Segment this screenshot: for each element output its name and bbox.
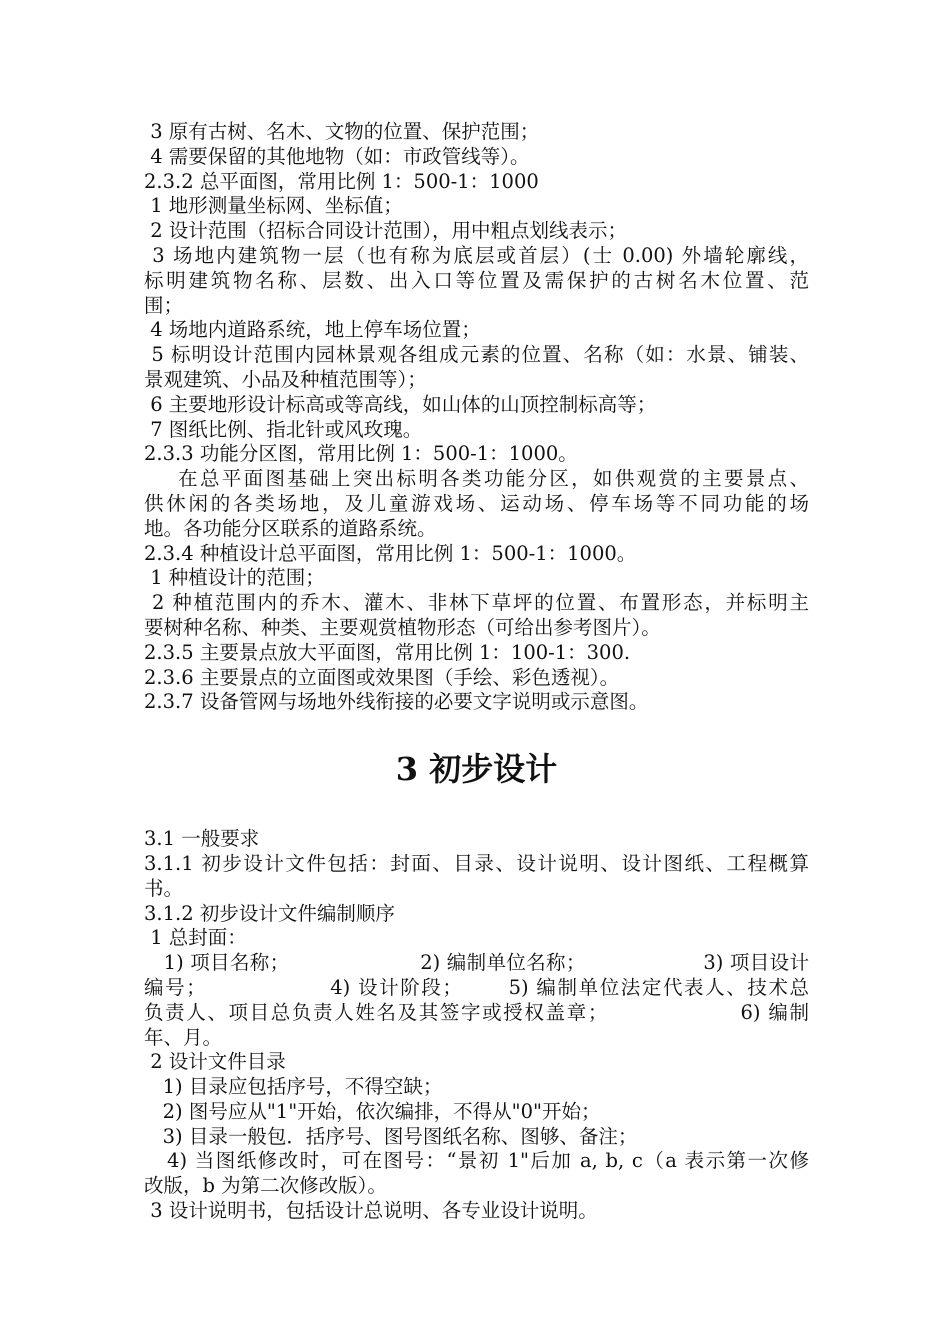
text-line: 景观建筑、小品及种植范围等）； bbox=[144, 367, 427, 391]
text-line: 7 图纸比例、指北针或风玫瑰。 bbox=[144, 417, 423, 441]
text-line: 4 场地内道路系统，地上停车场位置； bbox=[144, 318, 481, 342]
text-line: 1) 项目名称； 2) 编制单位名称； 3) 项目设计 bbox=[144, 951, 809, 975]
text-line: 2) 图号应从"1"开始，依次编排，不得从"0"开始； bbox=[144, 1099, 601, 1123]
text-line: 1 种植设计的范围； bbox=[144, 566, 325, 590]
text-line: 3 原有古树、名木、文物的位置、保护范围； bbox=[144, 120, 540, 143]
text-line: 1) 目录应包括序号，不得空缺； bbox=[144, 1075, 443, 1099]
text-line: 2 设计范围（招标合同设计范围），用中粗点划线表示； bbox=[144, 219, 628, 243]
text-line: 4 需要保留的其他地物（如：市政管线等）。 bbox=[144, 144, 530, 168]
text-line: 6 主要地形设计标高或等高线，如山体的山顶控制标高等； bbox=[144, 392, 657, 416]
text-line: 2.3.6 主要景点的立面图或效果图（手绘、彩色透视）。 bbox=[144, 665, 620, 689]
text-line: 2 种植范围内的乔木、灌木、非林下草坪的位置、布置形态，并标明主 bbox=[144, 591, 809, 615]
text-line: 3.1.1 初步设计文件包括：封面、目录、设计说明、设计图纸、工程概算 bbox=[144, 851, 809, 875]
document-page bbox=[144, 120, 809, 1224]
text-line: 3 场地内建筑物一层（也有称为底层或首层）(士 0.00) 外墙轮廓线， bbox=[144, 243, 810, 267]
text-line: 3) 目录一般包．括序号、图号图纸名称、图够、备注； bbox=[144, 1124, 638, 1148]
text-line: 围； bbox=[144, 293, 184, 317]
text-line: 改版，b 为第二次修改版）。 bbox=[144, 1174, 387, 1198]
text-line: 负责人、项目总负责人姓名及其签字或授权盖章； 6) 编制 bbox=[144, 1000, 809, 1024]
text-line: 要树种名称、种类、主要观赏植物形态（可给出参考图片）。 bbox=[144, 615, 661, 639]
text-line: 年、月。 bbox=[144, 1025, 223, 1049]
text-line: 2.3.5 主要景点放大平面图，常用比例 1：100-1：300. bbox=[144, 640, 631, 664]
text-line: 2 设计文件目录 bbox=[144, 1050, 286, 1074]
text-line: 在总平面图基础上突出标明各类功能分区，如供观赏的主要景点、 bbox=[144, 467, 809, 491]
text-line: 3 设计说明书，包括设计总说明、各专业设计说明。 bbox=[144, 1199, 598, 1223]
section-2-3-body bbox=[144, 120, 809, 715]
chapter-3-title: 3 初步设计 bbox=[395, 750, 558, 789]
text-line: 2.3.3 功能分区图，常用比例 1：500-1：1000。 bbox=[144, 442, 578, 466]
text-line: 2.3.7 设备管网与场地外线衔接的必要文字说明或示意图。 bbox=[144, 690, 649, 714]
text-line: 5 标明设计范围内园林景观各组成元素的位置、名称（如：水景、铺装、 bbox=[144, 343, 810, 367]
text-line: 3.1 一般要求 bbox=[144, 827, 260, 851]
text-line: 编号； 4) 设计阶段； 5) 编制单位法定代表人、技术总 bbox=[144, 975, 809, 999]
text-line: 供休闲的各类场地，及儿童游戏场、运动场、停车场等不同功能的场 bbox=[144, 491, 809, 515]
text-line: 地。各功能分区联系的道路系统。 bbox=[144, 516, 437, 540]
text-line: 2.3.2 总平面图，常用比例 1：500-1：1000 bbox=[144, 169, 539, 193]
chapter-3-body bbox=[144, 827, 809, 1224]
text-line: 2.3.4 种植设计总平面图，常用比例 1：500-1：1000。 bbox=[144, 541, 637, 565]
text-line: 标明建筑物名称、层数、出入口等位置及需保护的古树名木位置、范 bbox=[144, 268, 809, 292]
text-line: 1 总封面： bbox=[144, 926, 247, 950]
text-line: 1 地形测量坐标网、坐标值； bbox=[144, 194, 403, 218]
text-line: 3.1.2 初步设计文件编制顺序 bbox=[144, 901, 395, 925]
text-line: 书。 bbox=[144, 876, 184, 900]
text-line: 4) 当图纸修改时，可在图号：“景初 1"后加 a, b, c（a 表示第一次修 bbox=[144, 1149, 809, 1173]
